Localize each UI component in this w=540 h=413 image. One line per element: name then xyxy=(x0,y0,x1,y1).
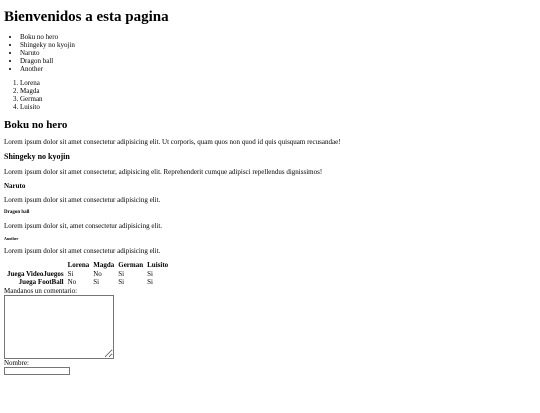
table-header-cell: Magda xyxy=(93,261,115,269)
paragraph-another: Lorem ipsum dolor sit amet consectetur adipisicing elit. xyxy=(4,247,161,255)
hobbies-table xyxy=(4,261,171,287)
table-cell: Si xyxy=(118,269,125,278)
list-item: • Boku no hero xyxy=(20,33,536,41)
paragraph-shingeky-no-kyojin: Lorem ipsum dolor sit amet consectetur, adipisicing elit. Reprehenderit cumque adipisci repellendus dignissimos! xyxy=(4,168,323,176)
list-item: 2. Magda xyxy=(20,87,536,95)
table-row-header: Juega VideoJuegos xyxy=(7,269,64,278)
table-header-cell xyxy=(6,261,65,270)
page-title: Bienvenidos a esta pagina xyxy=(4,9,169,25)
paragraph-boku-no-hero: Lorem ipsum dolor sit amet consectetur adipisicing elit. Ut corporis, quam quos non quod id quis quisquam recusandae! xyxy=(4,138,341,146)
paragraph-naruto: Lorem ipsum dolor sit amet consectetur adipisicing elit. xyxy=(4,196,161,204)
table-header-cell: German xyxy=(118,261,144,269)
list-item: 1. Lorena xyxy=(20,79,536,87)
table-row-header: Juega FootBall xyxy=(18,278,64,286)
heading-boku-no-hero: Boku no hero xyxy=(4,119,68,131)
list-item: • Shingeky no kyojin xyxy=(20,41,536,49)
list-item: 3. German xyxy=(20,95,536,103)
anime-list xyxy=(4,33,536,73)
list-item: • Another xyxy=(20,65,536,73)
heading-naruto: Naruto xyxy=(4,182,26,190)
name-input[interactable] xyxy=(4,367,70,375)
table-cell: Si xyxy=(67,269,74,278)
list-item: • Dragon ball xyxy=(20,57,536,65)
paragraph-dragon-ball: Lorem ipsum dolor sit, amet consectetur adipisicing elit. xyxy=(4,222,163,230)
comment-textarea[interactable] xyxy=(4,295,114,359)
list-item: 4. Luisito xyxy=(20,103,536,111)
table-cell: Si xyxy=(147,269,153,278)
table-cell: Si xyxy=(147,278,153,286)
heading-dragon-ball: Dragon ball xyxy=(4,210,30,215)
list-item: • Naruto xyxy=(20,49,536,57)
table-header-row xyxy=(6,261,169,270)
table-cell: No xyxy=(67,278,77,286)
table-cell: No xyxy=(93,269,102,278)
table-row xyxy=(6,270,169,279)
heading-another: Another xyxy=(4,236,19,241)
table-cell: Si xyxy=(93,278,100,286)
people-list xyxy=(4,79,536,111)
comment-label: Mandanos un comentario: xyxy=(4,286,78,295)
table-row xyxy=(6,278,169,287)
name-label: Nombre: xyxy=(4,358,29,367)
table-header-cell: Luisito xyxy=(147,261,169,269)
table-header-cell: Lorena xyxy=(67,261,90,269)
heading-shingeky-no-kyojin: Shingeky no kyojin xyxy=(4,152,70,161)
page-body xyxy=(0,8,540,375)
table-cell: Si xyxy=(118,278,125,286)
